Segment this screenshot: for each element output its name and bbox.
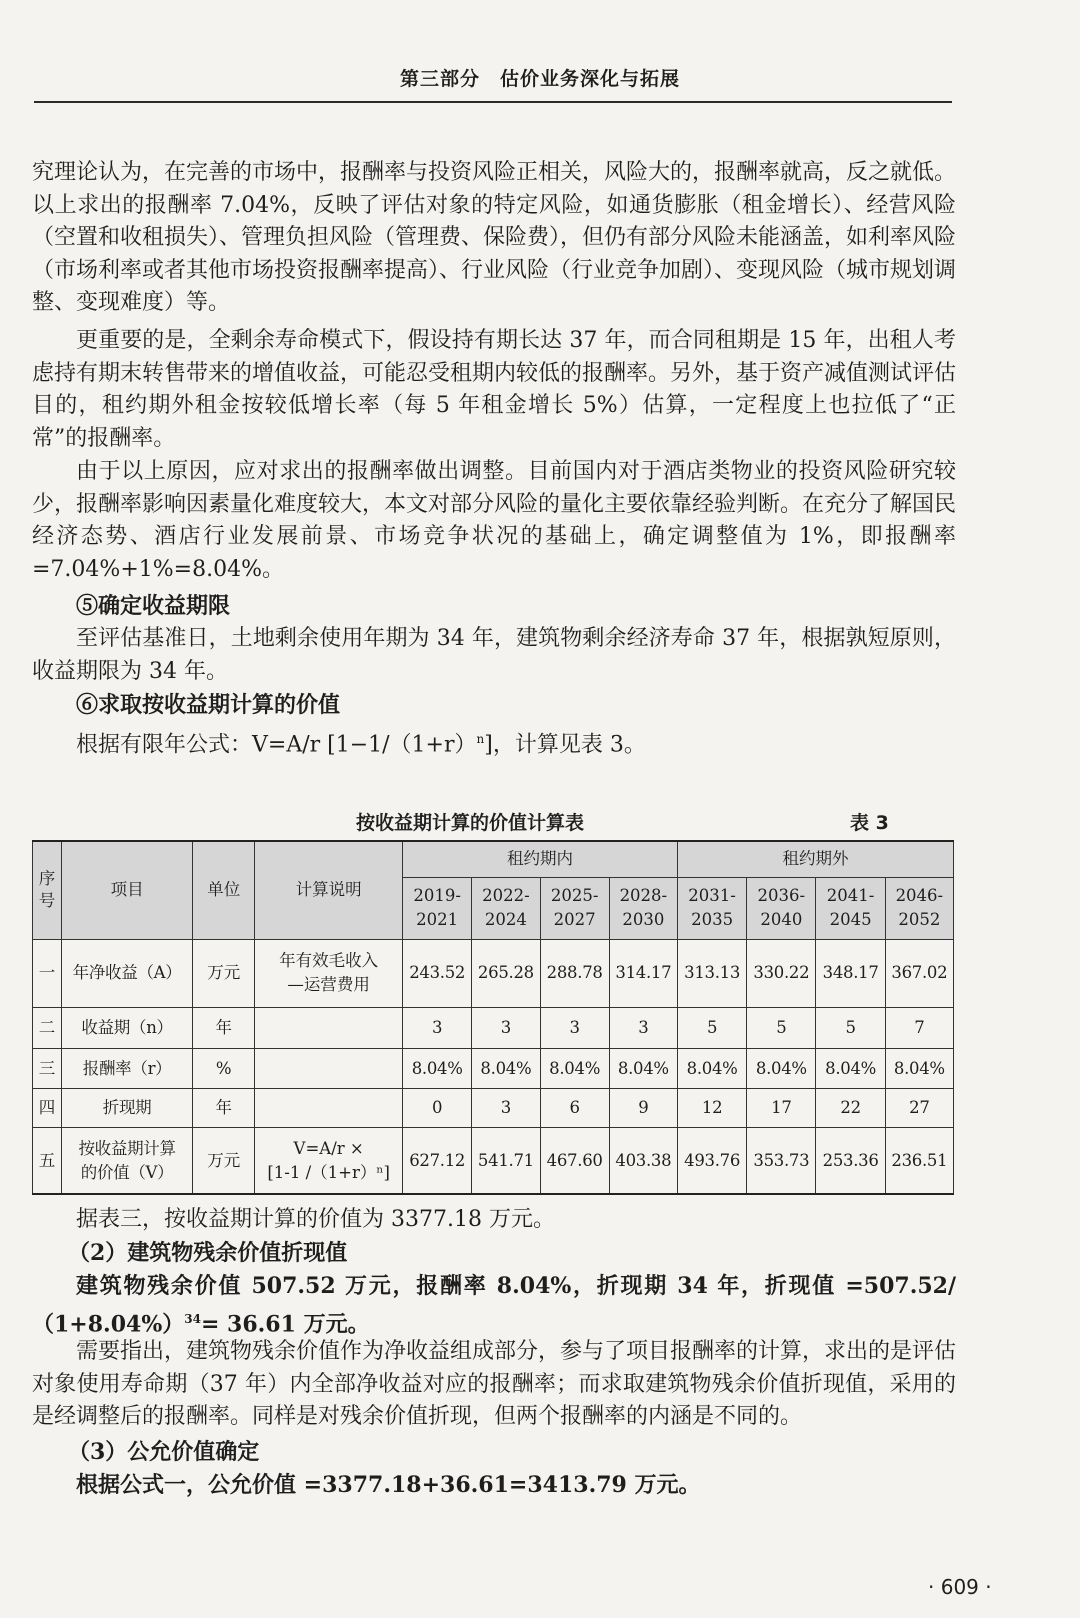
- period-header: [609, 877, 677, 939]
- row-item: [61, 1049, 192, 1088]
- heading-residual-value: （2）建筑物残余价值折现值: [68, 1240, 348, 1266]
- row-desc: [255, 1049, 403, 1088]
- row-unit: %: [193, 1049, 255, 1088]
- table-row: [33, 1049, 954, 1088]
- table-cell: 8.04%: [885, 1049, 953, 1088]
- row-item-line: 折现期: [102, 1097, 152, 1117]
- period-line: 2027: [553, 910, 596, 929]
- row-unit: 万元: [193, 1128, 255, 1194]
- table-cell: 22: [816, 1088, 885, 1127]
- table-cell: 288.78: [540, 939, 609, 1007]
- table-cell: 8.04%: [540, 1049, 609, 1088]
- row-item-line: 收益期（n）: [81, 1018, 173, 1038]
- period-header: [747, 877, 816, 939]
- residual-text: 建筑物残余价值 507.52 万元，报酬率 8.04%，折现期 34 年，折现值 =507.52/（1+8.04%）: [32, 1273, 956, 1337]
- table-row: [33, 1088, 954, 1127]
- row-number: 一: [33, 939, 62, 1007]
- period-header: [885, 877, 953, 939]
- table-cell: 541.71: [472, 1128, 540, 1194]
- period-line: 2022-: [482, 886, 530, 905]
- formula-text: 根据有限年公式：V=A/r [1−1/（1+r）: [76, 732, 477, 758]
- formula-tail: ]，计算见表 3。: [484, 732, 646, 758]
- row-desc-line: [1-1 /（1+r）ⁿ]: [267, 1162, 390, 1182]
- row-desc-line: 年有效毛收入: [279, 951, 379, 971]
- table-cell: 353.73: [747, 1128, 816, 1194]
- row-item: [61, 939, 192, 1007]
- row-number: 二: [33, 1007, 62, 1048]
- table-cell: 3: [609, 1007, 677, 1048]
- row-number: 三: [33, 1049, 62, 1088]
- heading-fair-value: （3）公允价值确定: [68, 1439, 260, 1465]
- paragraph-note: 需要指出，建筑物残余价值作为净收益组成部分，参与了项目报酬率的计算，求出的是评估对象使用寿命期（37 年）内全部净收益对应的报酬率；而求取建筑物残余价值折现值，采用的是经调整后的报酬率。同样是对残余价值折现，但两个报酬率的内涵是不同的。: [32, 1339, 957, 1429]
- row-desc: [255, 939, 403, 1007]
- table-cell: 367.02: [885, 939, 953, 1007]
- table-cell: 8.04%: [609, 1049, 677, 1088]
- residual-exponent: 34: [184, 1311, 201, 1326]
- paragraph-residual-value: [32, 1270, 956, 1340]
- header-in-lease: 租约期内: [403, 841, 678, 877]
- table-cell: 3: [540, 1007, 609, 1048]
- row-desc-line: —运营费用: [287, 975, 370, 995]
- paragraph-fair-value: 根据公式一，公允价值 =3377.18+36.61=3413.79 万元。: [76, 1472, 701, 1498]
- row-desc: [255, 1007, 403, 1048]
- period-line: 2046-: [895, 886, 944, 905]
- table-label: 表 3: [850, 812, 889, 834]
- period-line: 2036-: [757, 886, 806, 905]
- table-cell: 348.17: [816, 939, 885, 1007]
- period-line: 2028-: [619, 886, 668, 905]
- table-cell: 313.13: [677, 939, 746, 1007]
- table-cell: 8.04%: [677, 1049, 746, 1088]
- period-line: 2019-: [413, 886, 461, 905]
- period-header: [816, 877, 885, 939]
- period-line: 2024: [484, 910, 527, 929]
- table-cell: 403.38: [609, 1128, 677, 1194]
- table-cell: 12: [677, 1088, 746, 1127]
- period-line: 2045: [829, 910, 872, 929]
- table-row: [33, 939, 954, 1007]
- period-header: [540, 877, 609, 939]
- period-line: 2030: [622, 910, 665, 929]
- table-cell: 8.04%: [816, 1049, 885, 1088]
- paragraph-table-result: 据表三，按收益期计算的价值为 3377.18 万元。: [76, 1207, 555, 1232]
- row-desc: [255, 1128, 403, 1194]
- table-cell: 330.22: [747, 939, 816, 1007]
- row-item: [61, 1007, 192, 1048]
- paragraph-adjustment: 由于以上原因，应对求出的报酬率做出调整。目前国内对于酒店类物业的投资风险研究较少，报酬率影响因素量化难度较大，本文对部分风险的量化主要依靠经验判断。在充分了解国民经济态势、酒店行业发展前景、市场竞争状况的基础上，确定调整值为 1%，即报酬率 =7.04%+1%=8.04%。: [32, 459, 957, 582]
- row-unit: 年: [193, 1088, 255, 1127]
- table-cell: 5: [816, 1007, 885, 1048]
- heading-value-calculation: ⑥求取按收益期计算的价值: [76, 692, 341, 718]
- table-title: 按收益期计算的价值计算表: [356, 812, 585, 834]
- table-cell: 253.36: [816, 1128, 885, 1194]
- table-cell: 467.60: [540, 1128, 609, 1194]
- table-cell: 17: [747, 1088, 816, 1127]
- table-cell: 7: [885, 1007, 953, 1048]
- table-cell: 9: [609, 1088, 677, 1127]
- table-body: [33, 939, 954, 1194]
- period-header: [677, 877, 746, 939]
- header-no: 序号: [33, 841, 62, 939]
- period-line: 2035: [691, 910, 734, 929]
- period-line: 2040: [760, 910, 803, 929]
- formula-line: [76, 723, 646, 761]
- paragraph-income-period: 至评估基准日，土地剩余使用年期为 34 年，建筑物剩余经济寿命 37 年，根据孰短原则，收益期限为 34 年。: [32, 626, 956, 684]
- row-desc-line: V=A/r ×: [293, 1138, 364, 1158]
- table-cell: 5: [747, 1007, 816, 1048]
- period-header: [472, 877, 540, 939]
- table-cell: 627.12: [403, 1128, 472, 1194]
- table-cell: 5: [677, 1007, 746, 1048]
- table-cell: 8.04%: [472, 1049, 540, 1088]
- row-item-line: 报酬率（r）: [82, 1058, 172, 1078]
- period-line: 2052: [898, 910, 941, 929]
- running-header: 第三部分 估价业务深化与拓展: [399, 68, 680, 90]
- row-item-line: 的价值（V）: [80, 1162, 174, 1182]
- formula-exponent: n: [476, 732, 485, 746]
- header-desc: 计算说明: [255, 841, 403, 939]
- residual-tail: = 36.61 万元。: [200, 1310, 370, 1337]
- paragraph-holding-period: 更重要的是，全剩余寿命模式下，假设持有期长达 37 年，而合同租期是 15 年，出租人考虑持有期末转售带来的增值收益，可能忍受租期内较低的报酬率。另外，基于资产减值测试评估目的，租约期外租金按较低增长率（每 5 年租金增长 5%）估算，一定程度上也拉低了“正常”的报酬率。: [32, 328, 957, 451]
- table-cell: 6: [540, 1088, 609, 1127]
- period-header: [403, 877, 472, 939]
- table-cell: 3: [403, 1007, 472, 1048]
- row-unit: 万元: [193, 939, 255, 1007]
- row-item: [61, 1088, 192, 1127]
- row-item-line: 年净收益（A）: [72, 963, 182, 983]
- row-number: 五: [33, 1128, 62, 1194]
- table-cell: 8.04%: [747, 1049, 816, 1088]
- period-line: 2025-: [550, 886, 599, 905]
- table-row: [33, 1128, 954, 1194]
- paragraph-risk-theory: 究理论认为，在完善的市场中，报酬率与投资风险正相关，风险大的，报酬率就高，反之就低。以上求出的报酬率 7.04%，反映了评估对象的特定风险，如通货膨胀（租金增长）、经营风险（空置和收租损失）、管理负担风险（管理费、保险费），但仍有部分风险未能涵盖，如利率风险（市场利率或者其他市场投资报酬率提高）、行业风险（行业竞争加剧）、变现风险（城市规划调整、变现难度）等。: [32, 160, 957, 315]
- row-item-line: 按收益期计算: [78, 1138, 176, 1158]
- period-line: 2031-: [688, 886, 736, 905]
- row-number: 四: [33, 1088, 62, 1127]
- table-cell: 3: [472, 1007, 540, 1048]
- table-cell: 243.52: [403, 939, 472, 1007]
- header-rule: [34, 101, 952, 103]
- heading-income-period: ⑤确定收益期限: [76, 593, 231, 619]
- table-cell: 3: [472, 1088, 540, 1127]
- period-line: 2021: [416, 910, 459, 929]
- value-calculation-table: [32, 840, 954, 1195]
- table-cell: 27: [885, 1088, 953, 1127]
- table-cell: 265.28: [472, 939, 540, 1007]
- page-number: · 609 ·: [928, 1575, 992, 1599]
- header-unit: 单位: [193, 841, 255, 939]
- table-cell: 493.76: [677, 1128, 746, 1194]
- header-item: 项目: [61, 841, 192, 939]
- table-cell: 0: [403, 1088, 472, 1127]
- row-desc: [255, 1088, 403, 1127]
- row-item: [61, 1128, 192, 1194]
- table-cell: 236.51: [885, 1128, 953, 1194]
- row-unit: 年: [193, 1007, 255, 1048]
- table-row: [33, 1007, 954, 1048]
- header-out-lease: 租约期外: [677, 841, 953, 877]
- period-line: 2041-: [826, 886, 875, 905]
- table-cell: 314.17: [609, 939, 677, 1007]
- table-cell: 8.04%: [403, 1049, 472, 1088]
